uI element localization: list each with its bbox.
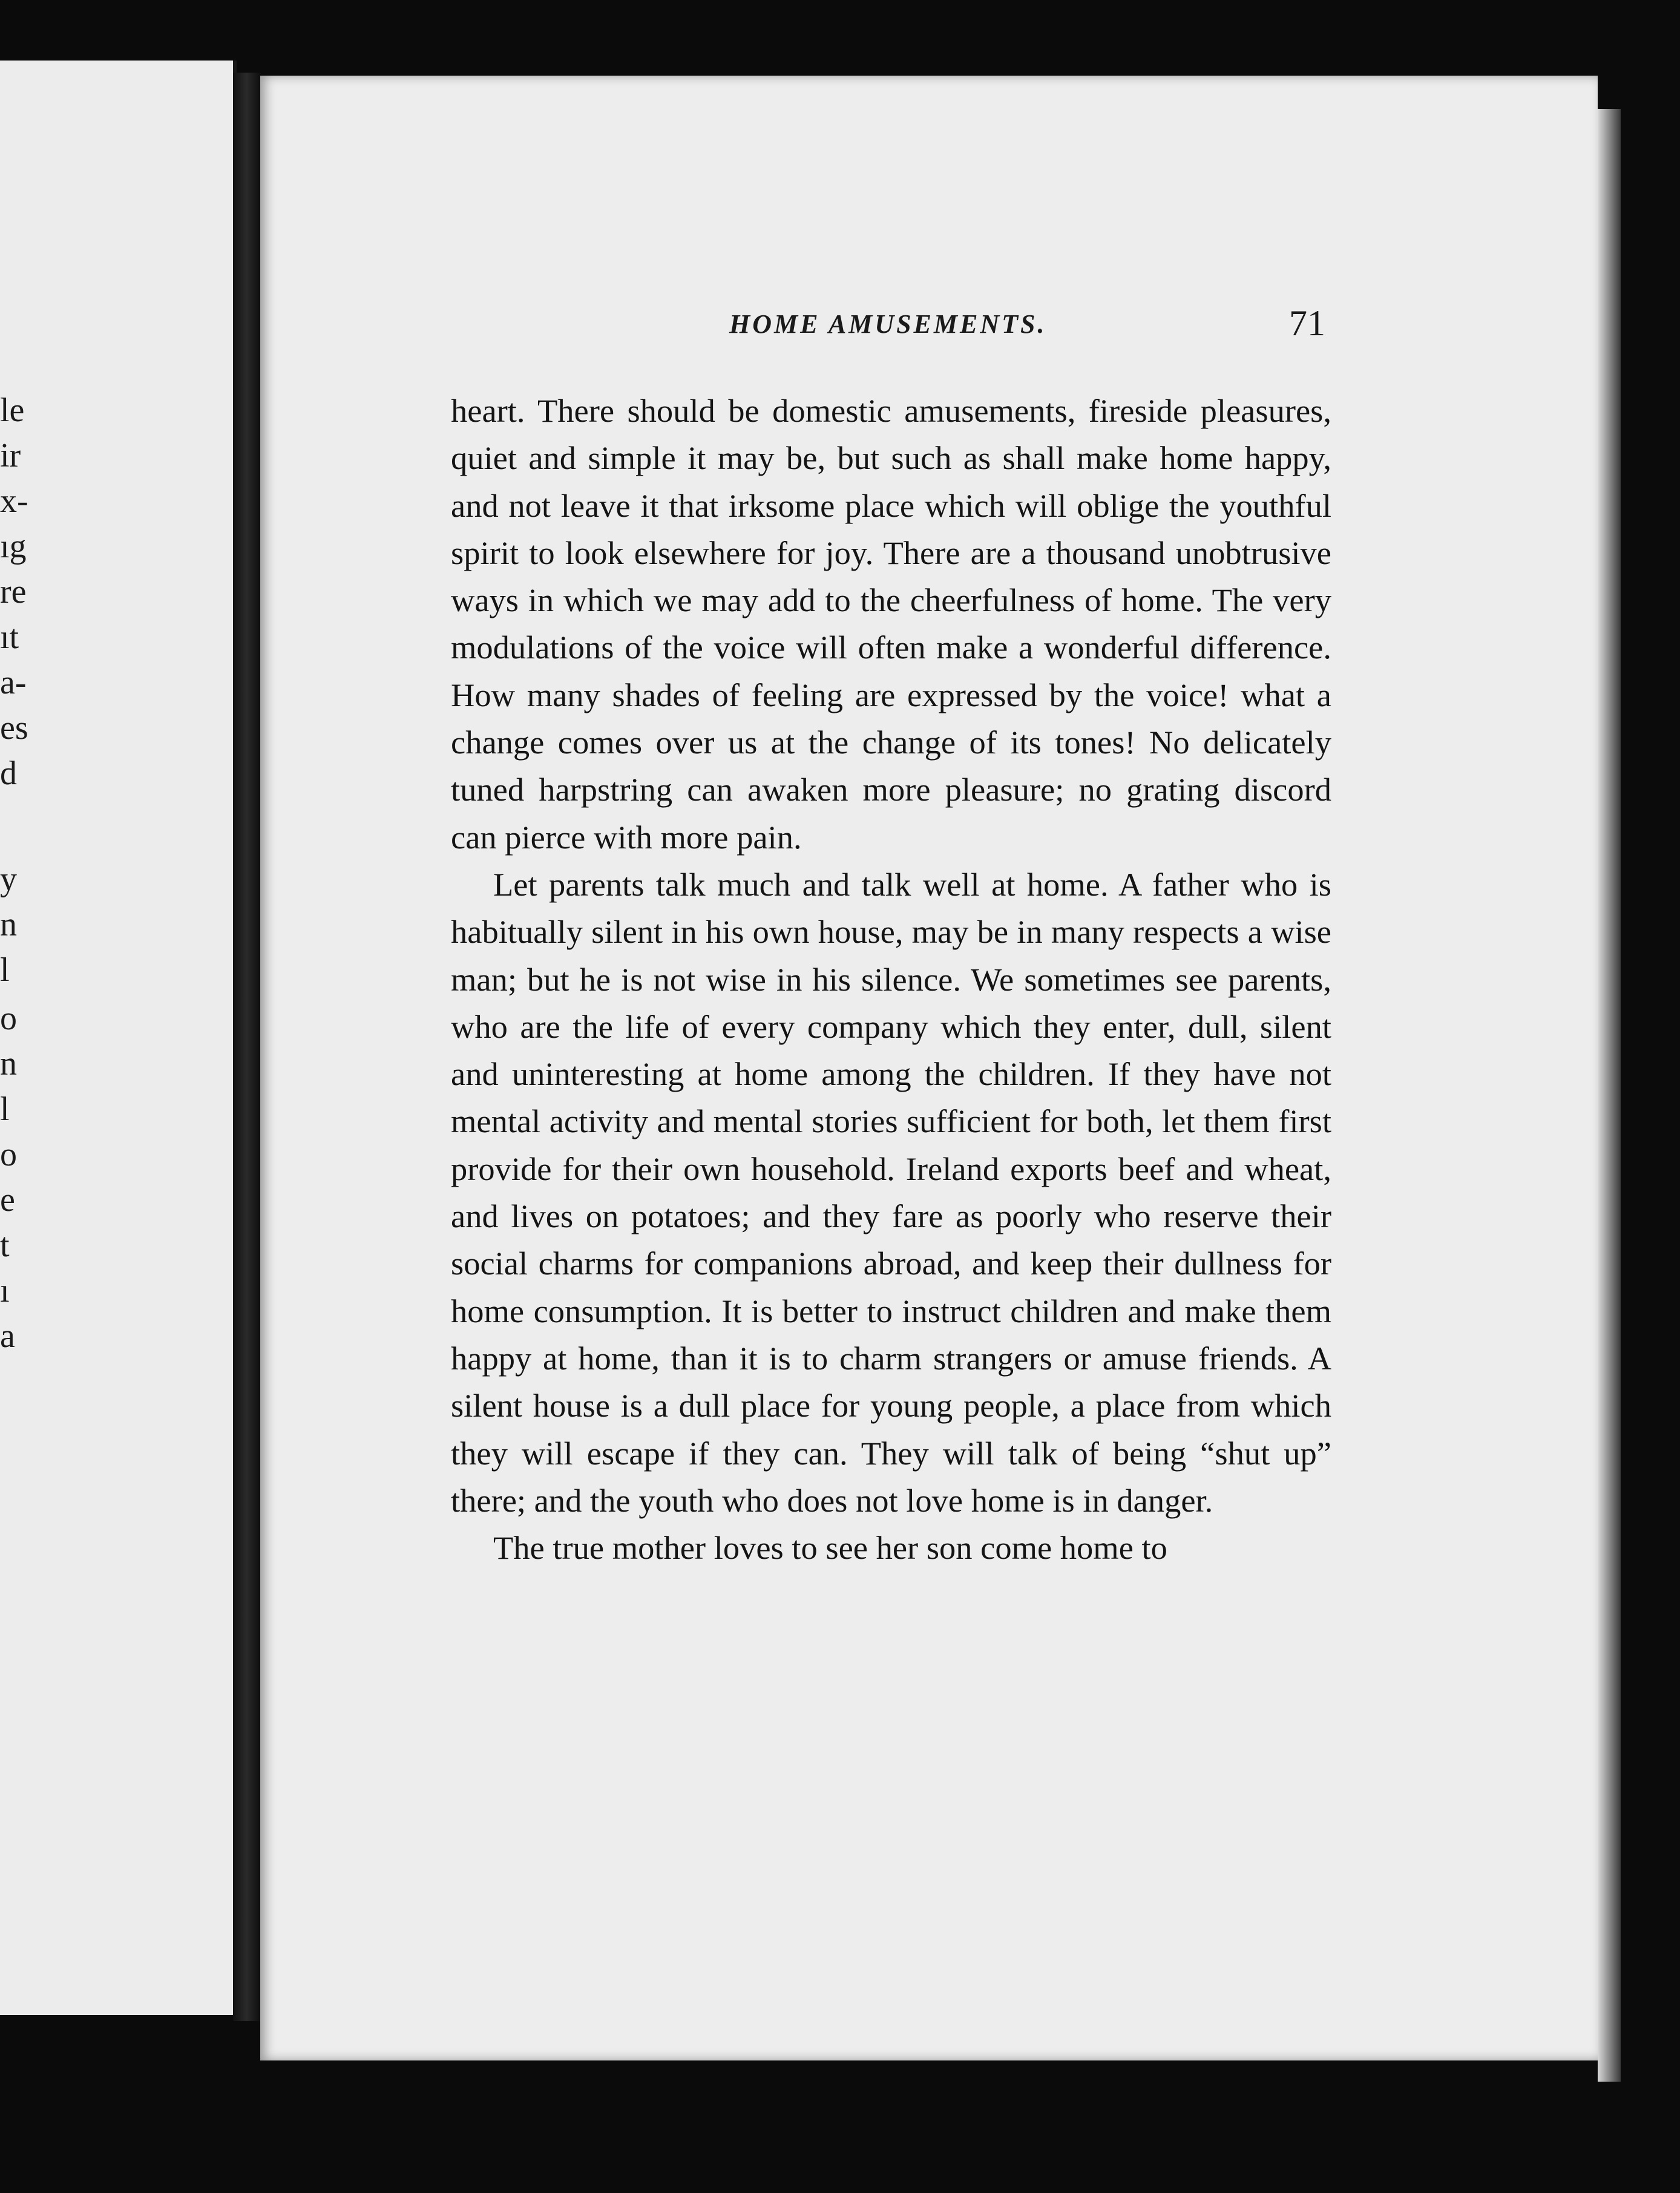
- paragraph: Let parents talk much and talk well at home. A father who is habitually silent in his own house, may be in many respects a wise man; but he is not wise in his silence. We sometimes see parents, who are the life of every company which they enter, dull, silent and uninteresting at home among the children. If they have not mental activity and mental stories sufficient for both, let them first provide for their own household. Ireland exports beef and wheat, and lives on potatoes; and they fare as poorly who reserve their social charms for companions abroad, and keep their dullness for home consumption. It is better to instruct children and make them happy at home, than it is to charm strangers or amuse friends. A silent house is a dull place for young people, a place from which they will escape if they can. They will talk of being “shut up” there; and the youth who does not love home is in danger.: [451, 865, 1331, 1519]
- left-edge-fragment: ı: [0, 1272, 10, 1310]
- left-edge-fragment: ıt: [0, 618, 19, 656]
- page-edge-shadow: [1598, 109, 1621, 2082]
- left-edge-fragment: y: [0, 860, 17, 898]
- left-edge-fragment: x-: [0, 482, 28, 520]
- paragraph: heart. There should be domestic amusements, fireside pleasures, quiet and simple it may be, but such as shall make home happy, and not leave it that irksome place which will oblige the youthful spirit to look elsewhere for joy. There are a thousand unobtrusive ways in which we may add to the cheerfulness of home. The very modulations of the voice will often make a wonderful difference. How many shades of feeling are expressed by the voice! what a change comes over us at the change of its tones! No delicately tuned harpstring can awaken more pleasure; no grating discord can pierce with more pain.: [451, 392, 1331, 856]
- left-edge-fragment: n: [0, 1045, 17, 1083]
- left-edge-fragment: l: [0, 1090, 10, 1128]
- left-edge-fragment: o: [0, 1000, 17, 1037]
- left-edge-fragment: re: [0, 573, 27, 611]
- left-edge-fragment: ir: [0, 437, 21, 474]
- running-head: HOME AMUSEMENTS.: [729, 309, 1047, 339]
- left-edge-fragment: d: [0, 755, 17, 792]
- left-edge-fragment: es: [0, 709, 28, 747]
- left-edge-fragment: a-: [0, 664, 27, 701]
- left-edge-fragment: a: [0, 1317, 15, 1355]
- left-edge-fragment: ıg: [0, 528, 27, 565]
- left-edge-fragment: e: [0, 1181, 15, 1219]
- left-edge-fragment: le: [0, 392, 25, 429]
- left-edge-fragment: o: [0, 1136, 17, 1173]
- left-edge-fragment: l: [0, 951, 10, 989]
- paragraph: The true mother loves to see her son come home to: [493, 1529, 1167, 1567]
- book-gutter: [233, 73, 260, 2021]
- left-edge-fragment: t: [0, 1227, 10, 1264]
- left-edge-fragment: n: [0, 906, 17, 943]
- body-text: [451, 387, 1331, 1572]
- page-number: 71: [1289, 303, 1325, 343]
- left-facing-page: [0, 61, 237, 2015]
